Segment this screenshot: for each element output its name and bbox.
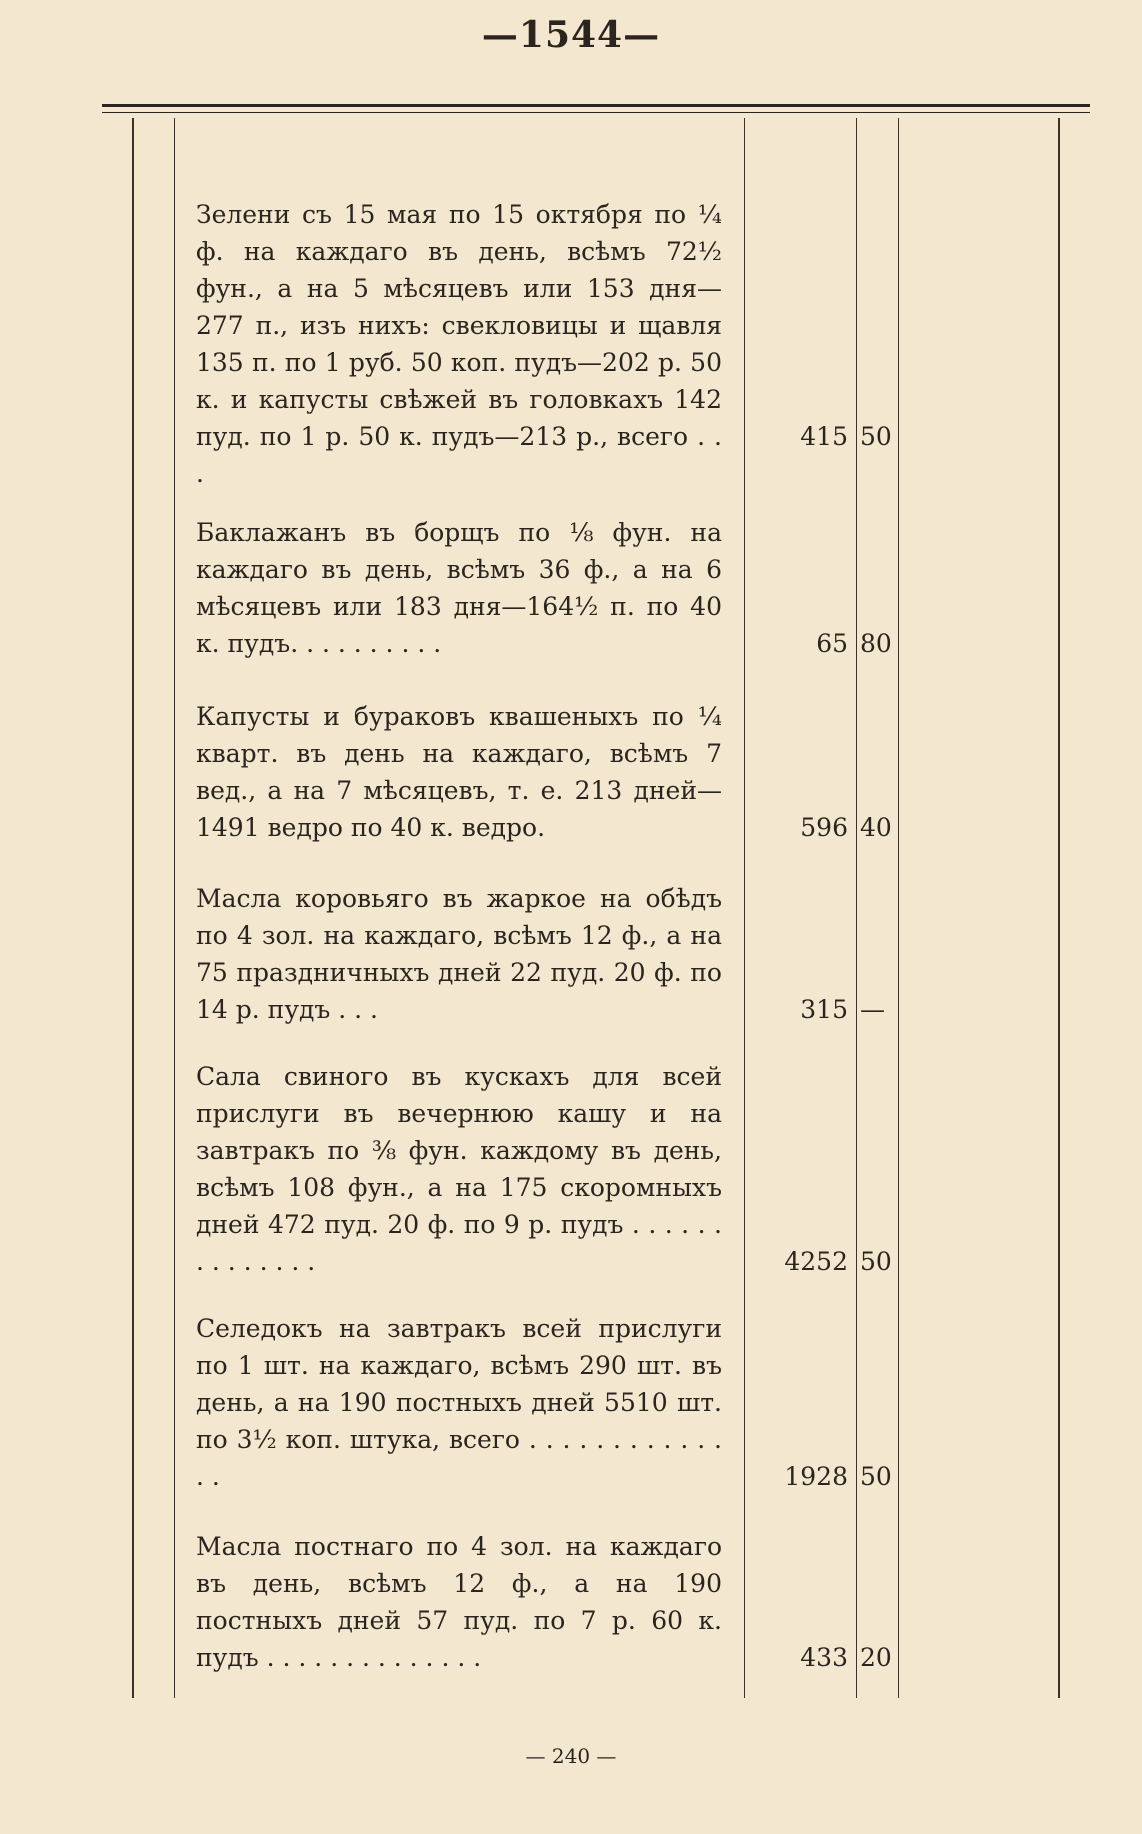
entry-description: Баклажанъ въ борщъ по ⅛ фун. на каждаго въ день, всѣмъ 36 ф., а на 6 мѣсяцевъ или 183 дня—164½ п. по 40 к. пудъ. . . . . . . . . .	[196, 518, 722, 658]
column-border-left-inner	[174, 118, 175, 1698]
signature-mark: — 240 —	[525, 1744, 617, 1768]
entry-rubles: 596	[800, 813, 848, 842]
entry-rubles: 415	[800, 422, 848, 451]
entry-kopecks: 50	[860, 422, 892, 451]
header-rule-thick	[102, 104, 1090, 107]
entry-description: Зелени съ 15 мая по 15 октября по ¼ ф. на каждаго въ день, всѣмъ 72½ фун., а на 5 мѣсяцевъ или 153 дня—277 п., изъ нихъ: свекловицы и щавля 135 п. по 1 руб. 50 коп. пудъ—202 р. 50 к. и капусты свѣжей въ головкахъ 142 пуд. по 1 р. 50 к. пудъ—213 р., всего . . .	[196, 200, 722, 488]
entry-description: Селедокъ на завтракъ всей прислуги по 1 шт. на каждаго, всѣмъ 290 шт. въ день, а на 190 постныхъ дней 5510 шт. по 3½ коп. штука, всего . . . . . . . . . . . . . .	[196, 1314, 722, 1491]
entry-rubles: 4252	[784, 1247, 848, 1276]
entry-description: Сала свиного въ кускахъ для всей прислуги въ вечернюю кашу и на завтракъ по ⅜ фун. каждому въ день, всѣмъ 108 фун., а на 175 скоромныхъ дней 472 пуд. 20 ф. по 9 р. пудъ . . . . . . . . . . . . . .	[196, 1062, 722, 1276]
column-border-kop-right	[898, 118, 899, 1698]
entry-description: Масла постнаго по 4 зол. на каждаго въ день, всѣмъ 12 ф., а на 190 постныхъ дней 57 пуд. по 7 р. 60 к. пудъ . . . . . . . . . . . . . .	[196, 1532, 722, 1672]
entry-kopecks: 40	[860, 813, 892, 842]
entry-kopecks: —	[860, 995, 885, 1024]
entry-description: Капусты и бураковъ квашеныхъ по ¼ кварт. въ день на каждаго, всѣмъ 7 вед., а на 7 мѣсяцевъ, т. е. 213 дней—1491 ведро по 40 к. ведро.	[196, 702, 722, 842]
column-border-right-outer	[1058, 118, 1060, 1698]
entry-kopecks: 20	[860, 1643, 892, 1672]
column-border-rub-right	[856, 118, 857, 1698]
column-border-text-right	[744, 118, 745, 1698]
page-number: —1544—	[481, 14, 661, 56]
entry-rubles: 1928	[784, 1462, 848, 1491]
entry-kopecks: 50	[860, 1247, 892, 1276]
entry-rubles: 315	[800, 995, 848, 1024]
entry-description: Масла коровьяго въ жаркое на обѣдъ по 4 зол. на каждаго, всѣмъ 12 ф., а на 75 праздничныхъ дней 22 пуд. 20 ф. по 14 р. пудъ . . .	[196, 884, 722, 1024]
entry-rubles: 433	[800, 1643, 848, 1672]
entry-kopecks: 80	[860, 629, 892, 658]
column-border-left-outer	[132, 118, 134, 1698]
entry-kopecks: 50	[860, 1462, 892, 1491]
header-rule-thin	[102, 112, 1090, 113]
entry-rubles: 65	[816, 629, 848, 658]
